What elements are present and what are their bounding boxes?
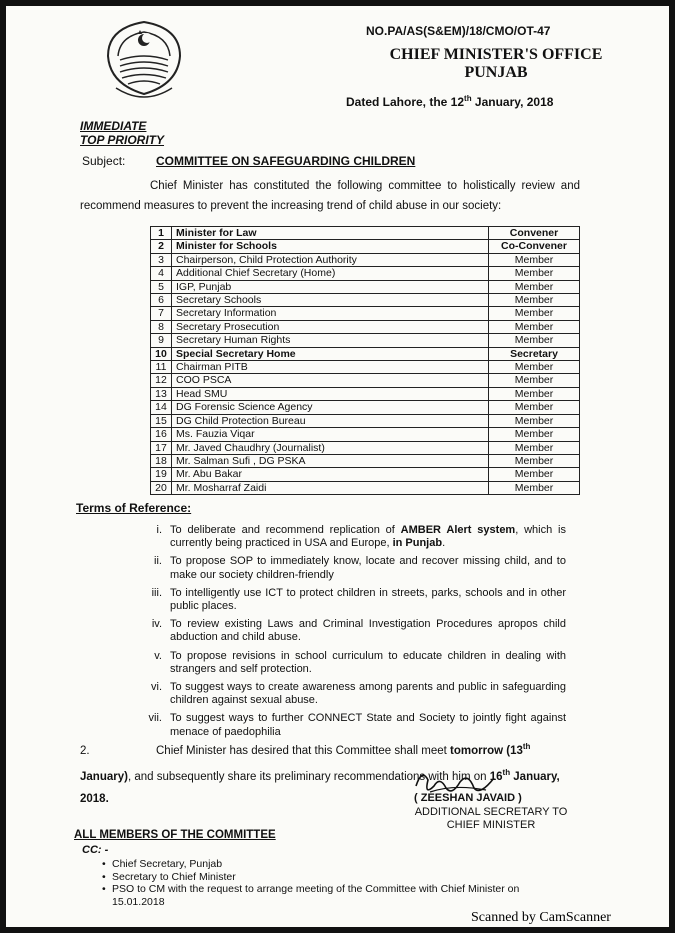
priority-line-2: TOP PRIORITY [80,133,165,147]
office-line-2: PUNJAB [464,64,528,81]
para-sup-1: th [522,742,531,751]
para-number: 2. [80,744,90,757]
member-name: Ms. Fauzia Viqar [172,428,489,441]
tor-item [146,587,566,613]
office-title [366,46,626,82]
signatory-designation [396,806,586,832]
member-name: Head SMU [172,387,489,400]
reference-number: NO.PA/AS(S&EM)/18/CMO/OT-47 [366,24,551,38]
document-page [6,6,669,927]
member-row [151,267,580,280]
priority-line-1: IMMEDIATE [80,119,147,133]
tor-item-text: To intelligently use ICT to protect children in streets, parks, schools and in other public places. [170,586,566,613]
tor-item [146,681,566,707]
member-number: 13 [151,387,172,400]
member-role: Member [489,307,580,320]
member-name: Minister for Law [172,227,489,240]
member-name: DG Child Protection Bureau [172,414,489,427]
member-name: Mr. Abu Bakar [172,468,489,481]
member-number: 9 [151,334,172,347]
tor-item [146,712,566,738]
tor-item-text: To propose SOP to immediately know, locate and recover missing child, and to make our society children-friendly [170,555,566,581]
para-text-1: Chief Minister has desired that this Committee shall meet [156,744,451,757]
member-name: Minister for Schools [172,240,489,253]
tor-item-text: To review existing Laws and Criminal Investigation Procedures apropos child abduction and child abuse. [170,618,566,644]
para-text-2: , and subsequently share its preliminary recommendations with him on [127,770,490,783]
tor-item-text: To suggest ways to create awareness among parents and public in safeguarding children against sexual abuse. [170,681,566,707]
member-name: Secretary Information [172,307,489,320]
subject-label: Subject: [82,154,126,168]
member-number: 4 [151,267,172,280]
para-bold-1: tomorrow (13 [450,744,523,757]
member-role: Secretary [489,347,580,360]
member-role: Member [489,374,580,387]
member-name: Secretary Schools [172,294,489,307]
tor-item-number: vi. [151,681,162,694]
member-number: 16 [151,428,172,441]
member-role: Member [489,481,580,494]
tor-item-bold: AMBER Alert system [400,524,516,536]
member-role: Member [489,414,580,427]
member-number: 17 [151,441,172,454]
tor-item [146,555,566,581]
member-row [151,374,580,387]
member-row [151,320,580,333]
date-suffix: January, 2018 [471,95,554,109]
date-prefix: Dated Lahore, the 12 [346,95,465,109]
para-sup-2: th [502,767,511,777]
member-role: Member [489,294,580,307]
intro-paragraph: Chief Minister has constituted the following committee to holistically review and recommend measures to prevent the increasing trend of child abuse in our society: [80,180,580,212]
member-role: Co-Convener [489,240,580,253]
tor-item-number: vii. [148,712,162,725]
member-row [151,468,580,481]
member-number: 15 [151,414,172,427]
member-role: Member [489,428,580,441]
cc-label: CC: - [82,844,109,856]
scanner-watermark: Scanned by CamScanner [471,910,611,925]
member-role: Member [489,401,580,414]
member-number: 2 [151,240,172,253]
member-name: Chairman PITB [172,361,489,374]
member-role: Member [489,468,580,481]
member-row [151,294,580,307]
member-role: Member [489,320,580,333]
member-name: Secretary Prosecution [172,320,489,333]
member-role: Member [489,267,580,280]
member-name: Additional Chief Secretary (Home) [172,267,489,280]
priority-label [80,119,164,147]
member-name: Chairperson, Child Protection Authority [172,253,489,266]
cc-list [102,858,572,908]
member-row [151,280,580,293]
member-number: 18 [151,454,172,467]
tor-item [146,618,566,644]
signatory-name: ( ZEESHAN JAVAID ) [414,792,522,804]
member-row [151,227,580,240]
tor-item-text-mid: , which is currently being practiced in USA and Europe, [170,524,566,550]
para-bold-2: 16 [489,770,503,783]
member-row [151,481,580,494]
member-name: Mr. Javed Chaudhry (Journalist) [172,441,489,454]
office-line-1: CHIEF MINISTER'S OFFICE [389,46,603,63]
member-number: 6 [151,294,172,307]
distribution-heading: ALL MEMBERS OF THE COMMITTEE [74,829,276,841]
member-number: 14 [151,401,172,414]
member-number: 19 [151,468,172,481]
terms-of-reference-heading: Terms of Reference: [76,501,192,515]
tor-item-number: iii. [151,586,162,599]
tor-item-text: To suggest ways to further CONNECT State and Society to jointly fight against menace of paedophilia [170,712,566,738]
member-number: 8 [151,320,172,333]
member-row [151,441,580,454]
tor-item-bold-2: in Punjab [392,537,443,550]
member-name: Mr. Salman Sufi , DG PSKA [172,454,489,467]
para-bold-1-end: January) [80,770,128,783]
member-row [151,347,580,360]
member-role: Member [489,334,580,347]
tor-item-number: v. [154,649,162,662]
member-row [151,334,580,347]
member-row [151,454,580,467]
punjab-government-logo [98,16,190,100]
member-role: Member [489,441,580,454]
member-row [151,240,580,253]
member-name: COO PSCA [172,374,489,387]
member-number: 3 [151,253,172,266]
para-bold-2-end: January, 2018. [80,770,560,805]
member-number: 11 [151,361,172,374]
tor-item-number: iv. [151,618,162,631]
member-row [151,401,580,414]
cc-item: • Secretary to Chief Minister [102,871,572,884]
member-name: DG Forensic Science Agency [172,401,489,414]
member-name: Secretary Human Rights [172,334,489,347]
member-row [151,361,580,374]
cc-item: • Chief Secretary, Punjab [102,858,572,871]
member-row [151,253,580,266]
member-role: Member [489,387,580,400]
date-sup: th [464,94,472,103]
tor-item-number: ii. [154,555,162,568]
tor-item-text: To propose revisions in school curriculum to educate children in dealing with strangers and self protection. [170,649,566,675]
member-name: Special Secretary Home [172,347,489,360]
subject-title: COMMITTEE ON SAFEGUARDING CHILDREN [156,154,416,168]
member-name: Mr. Mosharraf Zaidi [172,481,489,494]
designation-line-1: ADDITIONAL SECRETARY TO [414,806,568,818]
tor-item [146,524,566,550]
member-role: Member [489,253,580,266]
committee-members-table [150,226,580,495]
member-number: 1 [151,227,172,240]
terms-of-reference-list [146,524,566,744]
designation-line-2: CHIEF MINISTER [446,819,536,831]
member-role: Member [489,280,580,293]
tor-item-text-end: . [442,537,446,550]
tor-item-text: To deliberate and recommend replication of [170,524,401,536]
date-line [346,94,553,109]
member-number: 20 [151,481,172,494]
tor-item-number: i. [156,524,162,536]
tor-item [146,650,566,676]
cc-item: • PSO to CM with the request to arrange meeting of the Committee with Chief Minister on 15.01.2018 [102,883,572,908]
member-number: 12 [151,374,172,387]
member-role: Convener [489,227,580,240]
member-role: Member [489,454,580,467]
member-row [151,414,580,427]
member-row [151,428,580,441]
member-number: 7 [151,307,172,320]
member-name: IGP, Punjab [172,280,489,293]
member-role: Member [489,361,580,374]
member-number: 10 [151,347,172,360]
member-row [151,387,580,400]
member-number: 5 [151,280,172,293]
member-row [151,307,580,320]
